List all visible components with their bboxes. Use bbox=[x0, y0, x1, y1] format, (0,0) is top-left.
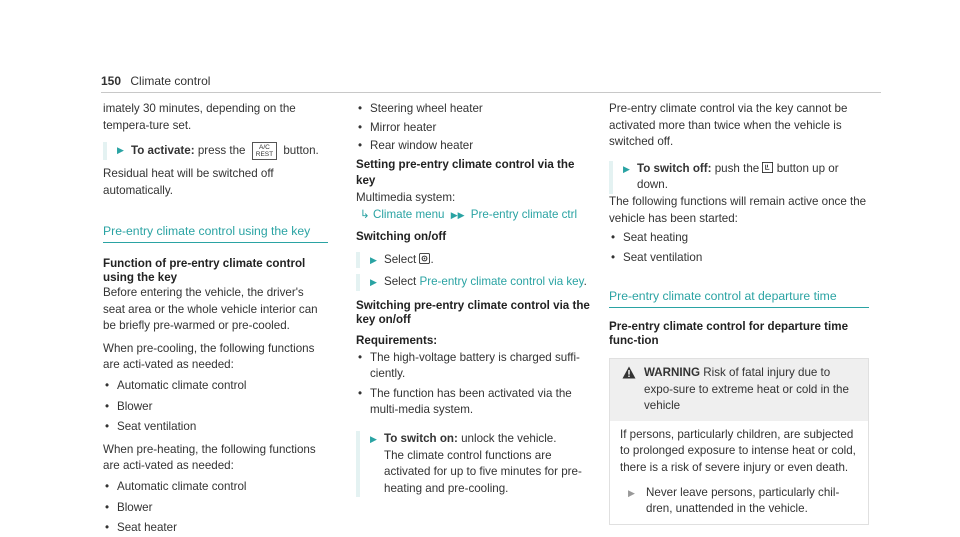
list-item: • Seat ventilation bbox=[103, 419, 328, 436]
list-item: • Steering wheel heater bbox=[356, 101, 596, 118]
warning-box bbox=[609, 358, 869, 525]
warning-triangle-icon bbox=[622, 366, 636, 379]
select-step-2 bbox=[356, 274, 596, 291]
activate-post: button. bbox=[283, 144, 319, 158]
requirements-label: Requirements: bbox=[356, 333, 438, 347]
warning-label: WARNING bbox=[644, 365, 701, 379]
ac-rest-key-icon bbox=[252, 142, 277, 160]
switching-subtitle: Switching on/off bbox=[356, 230, 447, 244]
list-item: • Rear window heater bbox=[356, 138, 596, 155]
menu-path bbox=[356, 207, 596, 224]
list-item: • The function has been activated via the multi-media system. bbox=[356, 386, 596, 419]
pre-entry-climate-link[interactable]: Pre-entry climate ctrl bbox=[470, 207, 578, 221]
switch-on-text: unlock the vehicle. bbox=[461, 431, 557, 445]
settings-gear-icon bbox=[419, 253, 430, 264]
body-text: The following functions will remain active once the vehicle has been started: bbox=[609, 194, 867, 225]
select-post: . bbox=[583, 275, 587, 289]
step-arrow-icon: ▶ bbox=[628, 487, 635, 498]
select-label: Select bbox=[384, 275, 417, 289]
key-top-label: A/C bbox=[259, 144, 270, 152]
step-arrow-icon: ▶ bbox=[623, 163, 630, 174]
switch-on-body: The climate control functions are activated for up to five minutes for pre-heating and pre-cooling. bbox=[384, 448, 582, 495]
intro-text: Pre-entry climate control via the key cannot be activated more than twice when the vehicle is switched off. bbox=[609, 102, 848, 149]
warning-body bbox=[610, 421, 868, 524]
active-list bbox=[609, 230, 869, 266]
pre-entry-via-key-link[interactable]: Pre-entry climate control via key bbox=[419, 275, 584, 289]
activate-step bbox=[103, 142, 328, 160]
list-item: • The high-voltage battery is charged suffi-ciently. bbox=[356, 350, 596, 383]
departure-subtitle: Pre-entry climate control for departure time func-tion bbox=[609, 319, 849, 347]
warning-text: If persons, particularly children, are subjected to prolonged exposure to intense heat or cold, there is a risk of severe injury or even death. bbox=[620, 427, 856, 474]
switch-off-step bbox=[609, 161, 869, 194]
list-item: • Seat heater bbox=[103, 520, 328, 537]
body-text-3: When pre-heating, the following functions are acti-vated as needed: bbox=[103, 442, 316, 473]
column-3 bbox=[609, 101, 869, 525]
intro-text: imately 30 minutes, depending on the tempera-ture set. bbox=[103, 102, 296, 132]
activate-label: To activate: bbox=[131, 144, 195, 158]
list-item: • Seat heating bbox=[609, 230, 869, 247]
page-header bbox=[101, 74, 210, 88]
list-item: • Blower bbox=[103, 500, 328, 517]
switch-off-pre: push the bbox=[714, 161, 760, 175]
select-post: . bbox=[430, 252, 434, 266]
multimedia-label: Multimedia system: bbox=[356, 190, 456, 204]
body-text-2: When pre-cooling, the following functions are acti-vated as needed: bbox=[103, 341, 315, 372]
function-subtitle: Function of pre-entry climate control using the key bbox=[103, 256, 306, 284]
list-item: • Automatic climate control bbox=[103, 378, 328, 395]
step-arrow-icon: ▶ bbox=[370, 254, 377, 265]
switch-on-label: To switch on: bbox=[384, 431, 458, 445]
requirements-list bbox=[356, 350, 596, 419]
heating-list bbox=[103, 479, 328, 537]
cooling-list bbox=[103, 378, 328, 436]
column-2 bbox=[356, 101, 596, 497]
menu-arrow-icon: ↳ bbox=[360, 207, 370, 221]
list-item: • Automatic climate control bbox=[103, 479, 328, 496]
switch-on-step bbox=[356, 431, 596, 497]
step-arrow-icon: ▶ bbox=[370, 277, 377, 288]
list-item: • Mirror heater bbox=[356, 120, 596, 137]
list-item: • Blower bbox=[103, 399, 328, 416]
body-text-1: Before entering the vehicle, the driver's seat area or the whole vehicle interior can be briefly pre-warmed or pre-cooled. bbox=[103, 285, 318, 333]
warning-header bbox=[610, 359, 868, 421]
switch-off-label: To switch off: bbox=[637, 161, 712, 175]
select-label: Select bbox=[384, 252, 417, 266]
switch-off-post: button up or down. bbox=[637, 161, 839, 192]
path-separator-icon: ▶▶ bbox=[450, 209, 465, 220]
setting-subtitle: Setting pre-entry climate control via the key bbox=[356, 157, 575, 188]
page-number: 150 bbox=[101, 74, 122, 88]
step-arrow-icon: ▶ bbox=[117, 145, 124, 156]
activate-pre: press the bbox=[197, 144, 246, 158]
section-title[interactable]: Pre-entry climate control at departure time bbox=[609, 288, 869, 308]
residual-text: Residual heat will be switched off automatically. bbox=[103, 167, 274, 197]
header-rule bbox=[101, 92, 881, 93]
switching-key-subtitle: Switching pre-entry climate control via the key on/off bbox=[356, 298, 590, 326]
section-name: Climate control bbox=[130, 74, 211, 88]
warning-action bbox=[620, 485, 860, 518]
select-step-1 bbox=[356, 252, 596, 269]
heating-list-continued bbox=[356, 101, 596, 155]
column-1 bbox=[103, 101, 328, 537]
list-item: • Seat ventilation bbox=[609, 250, 869, 267]
step-arrow-icon: ▶ bbox=[370, 433, 377, 444]
fan-seat-button-icon bbox=[762, 162, 773, 173]
key-bottom-label: REST bbox=[255, 151, 274, 159]
climate-menu-link[interactable]: Climate menu bbox=[372, 207, 445, 221]
section-title[interactable]: Pre-entry climate control using the key bbox=[103, 223, 328, 243]
warning-head-text: Risk of fatal injury due to expo-sure to extreme heat or cold in the vehicle bbox=[644, 365, 849, 413]
warning-action-text: Never leave persons, particularly chil-dren, unattended in the vehicle. bbox=[646, 485, 840, 516]
